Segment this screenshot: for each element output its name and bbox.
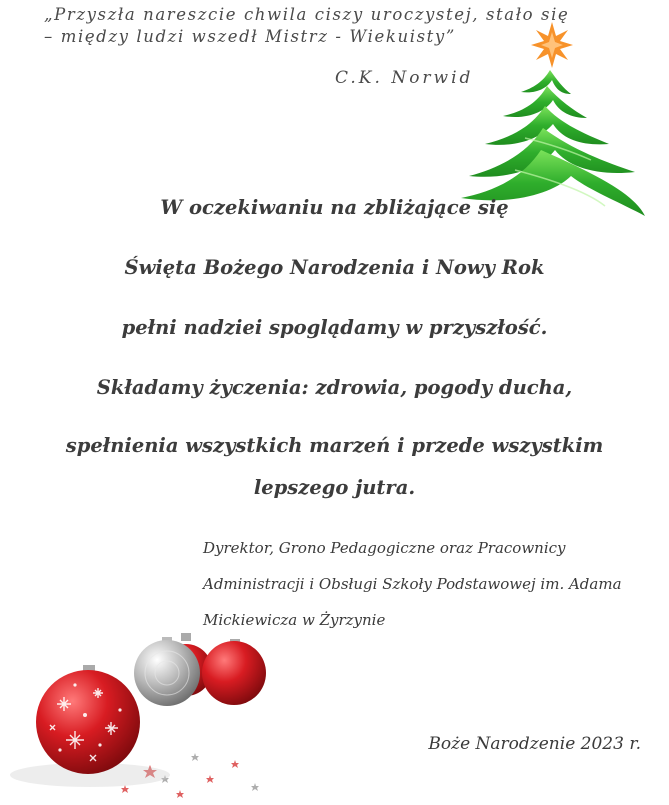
signature-line-2: Administracji i Obsługi Szkoły Podstawowej im. Adama (203, 575, 622, 593)
wish-line-4: Składamy życzenia: zdrowia, pogody ducha, (96, 376, 573, 399)
wish-line-6: lepszego jutra. (253, 476, 416, 499)
quote-line-2: – między ludzi wszedł Mistrz - Wiekuisty” (44, 27, 456, 46)
wish-line-5: spełnienia wszystkich marzeń i przede wszystkim (65, 434, 604, 457)
quote-author: C.K. Norwid (335, 68, 474, 88)
star-icon (531, 22, 573, 68)
wish-line-3: pełni nadziei spoglądamy w przyszłość. (121, 316, 548, 339)
signature-line-3: Mickiewicza w Żyrzynie (203, 611, 386, 629)
quote-line-1: „Przyszła nareszcie chwila ciszy uroczystej, stało się (44, 5, 570, 24)
signature (203, 530, 663, 638)
christmas-tree-icon (455, 20, 655, 225)
wish-line-1: W oczekiwaniu na zbliżające się (160, 196, 509, 219)
christmas-baubles-icon (0, 625, 300, 805)
signature-line-1: Dyrektor, Grono Pedagogiczne oraz Pracownicy (203, 539, 566, 557)
wish-line-2: Święta Bożego Narodzenia i Nowy Rok (124, 256, 545, 279)
date-line: Boże Narodzenie 2023 r. (428, 734, 641, 754)
